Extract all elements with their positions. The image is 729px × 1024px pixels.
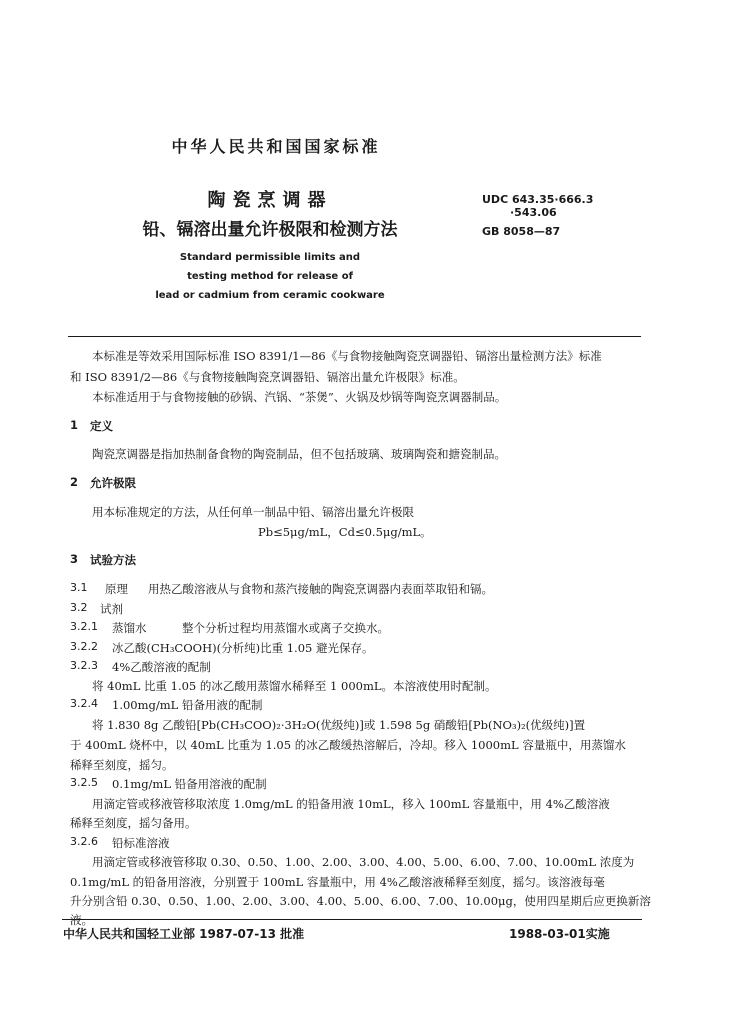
clause-3-2-2-number: 3.2.2 xyxy=(70,640,98,653)
scope-paragraph: 本标准适用于与食物接触的砂锅、汽锅、“茶煲”、火锅及炒锅等陶瓷烹调器制品。 xyxy=(92,390,507,404)
intro-paragraph-line1: 本标准是等效采用国际标准 ISO 8391/1—86《与食物接触陶瓷烹调器铅、镉溶出量检测方法》标准 xyxy=(92,349,602,363)
clause-3-1-label: 原理 xyxy=(105,582,128,596)
clause-3-2-6-label: 铅标准溶液 xyxy=(112,836,170,850)
section-2-number: 2 xyxy=(70,475,79,489)
clause-3-2-1-number: 3.2.1 xyxy=(70,620,98,633)
clause-3-2-1-text: 整个分析过程均用蒸馏水或离子交换水。 xyxy=(182,621,389,635)
section-3-number: 3 xyxy=(70,552,79,566)
issuer-title: 中华人民共和国国家标准 xyxy=(171,137,381,156)
clause-3-2-2-text: 冰乙酸(CH₃COOH)(分析纯)比重 1.05 避光保存。 xyxy=(112,641,374,655)
clause-3-2-6-number: 3.2.6 xyxy=(70,835,98,848)
clause-3-2-3-number: 3.2.3 xyxy=(70,659,98,672)
english-title-line2: testing method for release of xyxy=(187,271,353,282)
document-title-line2: 铅、镉溶出量允许极限和检测方法 xyxy=(142,220,398,240)
udc-classification-line2: ·543.06 xyxy=(510,206,557,219)
footer-divider xyxy=(62,919,642,920)
section-2-text: 用本标准规定的方法，从任何单一制品中铅、镉溶出量允许极限 xyxy=(92,505,414,519)
clause-3-2-3-text: 将 40mL 比重 1.05 的冰乙酸用蒸馏水稀释至 1 000mL。本溶液使用时配制。 xyxy=(92,679,497,693)
clause-3-2-number: 3.2 xyxy=(70,601,88,614)
clause-3-2-4-line1: 将 1.830 8g 乙酸铅[Pb(CH₃COO)₂·3H₂O(优级纯)]或 1.598 5g 硝酸铅[Pb(NO₃)₂(优级纯)]置 xyxy=(92,718,586,732)
section-2-title: 允许极限 xyxy=(90,476,136,490)
clause-3-2-6-line3: 升分别含铅 0.30、0.50、1.00、2.00、3.00、4.00、5.00、6.00、7.00、10.00μg，使用四星期后应更换新溶 xyxy=(70,894,651,908)
section-3-title: 试验方法 xyxy=(90,553,136,567)
approval-statement: 中华人民共和国轻工业部 1987-07-13 批准 xyxy=(63,927,305,941)
clause-3-1-number: 3.1 xyxy=(70,581,88,594)
clause-3-2-4-line3: 稀释至刻度，摇匀。 xyxy=(70,758,174,772)
gb-standard-code: GB 8058—87 xyxy=(482,225,561,238)
clause-3-2-4-line2: 于 400mL 烧杯中，以 40mL 比重为 1.05 的冰乙酸缓热溶解后，冷却。移入 1000mL 容量瓶中，用蒸馏水 xyxy=(70,738,626,752)
clause-3-2-5-line1: 用滴定管或移液管移取浓度 1.0mg/mL 的铅备用液 10mL，移入 100mL 容量瓶中，用 4%乙酸溶液 xyxy=(92,797,610,811)
clause-3-2-5-label: 0.1mg/mL 铅备用溶液的配制 xyxy=(112,777,267,791)
clause-3-2-6-line4: 液。 xyxy=(70,913,93,927)
section-1-text: 陶瓷烹调器是指加热制备食物的陶瓷制品，但不包括玻璃、玻璃陶瓷和搪瓷制品。 xyxy=(92,447,506,461)
clause-3-2-4-label: 1.00mg/mL 铅备用液的配制 xyxy=(112,698,263,712)
clause-3-2-3-label: 4%乙酸溶液的配制 xyxy=(112,660,211,674)
clause-3-2-5-number: 3.2.5 xyxy=(70,776,98,789)
udc-classification-line1: UDC 643.35·666.3 xyxy=(482,193,594,206)
section-1-number: 1 xyxy=(70,418,79,432)
clause-3-2-label: 试剂 xyxy=(100,602,123,616)
intro-paragraph-line2: 和 ISO 8391/2—86《与食物接触陶瓷烹调器铅、镉溶出量允许极限》标准。 xyxy=(70,370,465,384)
clause-3-2-6-line1: 用滴定管或移液管移取 0.30、0.50、1.00、2.00、3.00、4.00、5.00、6.00、7.00、10.00mL 浓度为 xyxy=(92,855,635,869)
clause-3-2-5-line2: 稀释至刻度，摇匀备用。 xyxy=(70,816,197,830)
clause-3-2-4-number: 3.2.4 xyxy=(70,697,98,710)
clause-3-2-1-label: 蒸馏水 xyxy=(112,621,147,635)
section-1-title: 定义 xyxy=(90,419,113,433)
english-title-line1: Standard permissible limits and xyxy=(179,252,361,263)
header-divider xyxy=(68,336,641,337)
permissible-limit-formula: Pb≤5μg/mL，Cd≤0.5μg/mL。 xyxy=(258,525,432,539)
english-title-line3: lead or cadmium from ceramic cookware xyxy=(155,290,385,301)
clause-3-1-text: 用热乙酸溶液从与食物和蒸汽接触的陶瓷烹调器内表面萃取铅和镉。 xyxy=(148,582,493,596)
clause-3-2-6-line2: 0.1mg/mL 的铅备用溶液，分别置于 100mL 容量瓶中，用 4%乙酸溶液稀释至刻度，摇匀。该溶液每毫 xyxy=(70,875,605,889)
effective-date: 1988-03-01实施 xyxy=(509,927,610,941)
document-title-line1: 陶瓷烹调器 xyxy=(207,190,333,211)
